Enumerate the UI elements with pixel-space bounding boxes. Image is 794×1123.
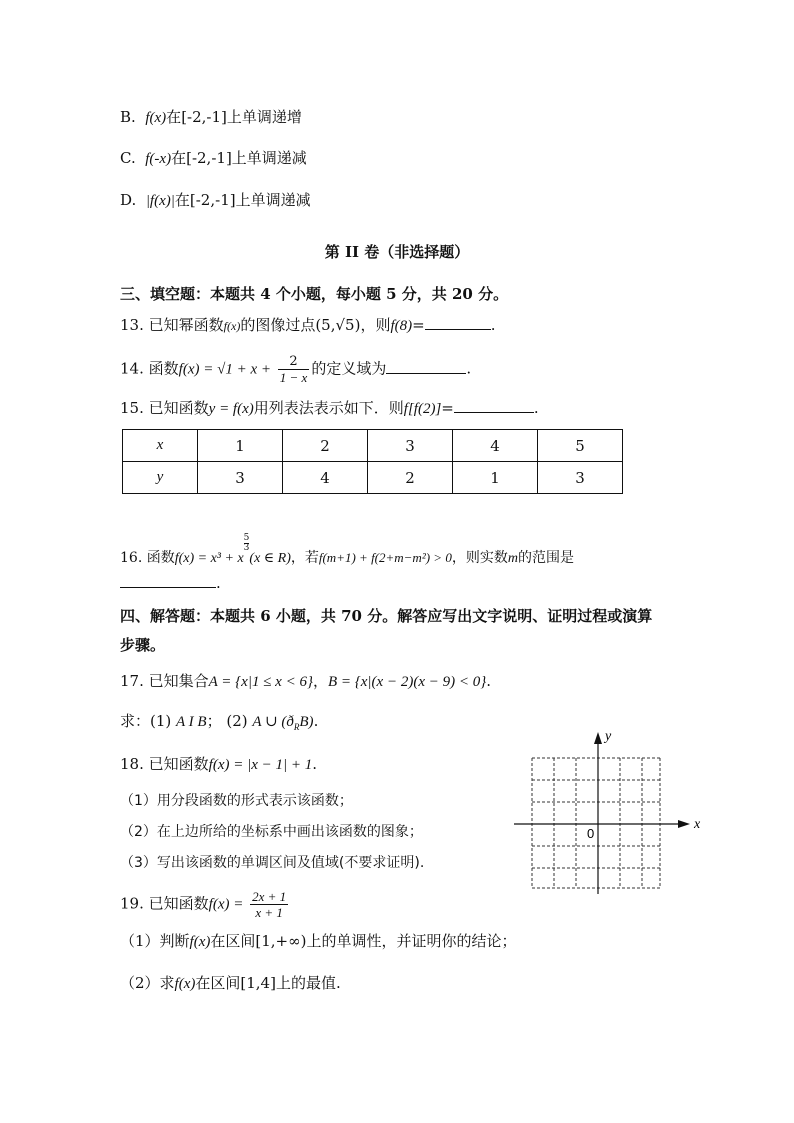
q18-part2: （2）在上边所给的坐标系中画出该函数的图象； [120, 824, 423, 840]
grid-lines [532, 758, 660, 888]
option-d: D. |f(x)|在[-2,-1]上单调递减 [120, 191, 311, 209]
q18-part3: （3）写出该函数的单调区间及值域(不要求证明). [120, 855, 425, 871]
question-16: 16. 函数f(x) = x³ + x $\frac{5}{3}$ (x ∈ R)，若f(m+1) + f(2+m−m²) > 0，则实数m的范围是 [120, 533, 574, 566]
coordinate-grid [510, 728, 710, 898]
q18-part1: （1）用分段函数的形式表示该函数； [120, 793, 353, 809]
origin-label: 0 [587, 826, 595, 841]
question-15: 15. 已知函数y = f(x)用列表法表示如下．则f[f(2)]= . [120, 399, 539, 417]
question-13: 13. 已知幂函数f(x)的图像过点(5,√5)，则f(8)= . [120, 316, 496, 334]
x-axis-label: x [694, 817, 701, 832]
answer-blank[interactable] [120, 573, 216, 588]
value-table [122, 429, 623, 494]
part2-title: 第 II 卷（非选择题） [324, 243, 470, 261]
answer-blank[interactable] [454, 398, 534, 413]
y-axis-label: y [605, 729, 612, 744]
option-c: C. f(-x)在[-2,-1]上单调递减 [120, 149, 307, 167]
fraction: $\frac{2x + 1}{x + 1}$ [252, 889, 287, 920]
answer-blank[interactable] [386, 359, 466, 374]
section4-heading-cont: 步骤。 [120, 636, 166, 654]
question-14: 14. 函数f(x) = √1 + x + $\frac{2}{1 - x}$ 的定义域为 . [120, 354, 472, 385]
table-row: y 3 4 2 1 3 [123, 462, 623, 494]
y-axis-arrow-icon [594, 732, 602, 744]
question-17-ask: 求：(1) A I B； (2) A ∪ $(ð_RB)$. [120, 712, 319, 732]
q19-part1: （1）判断f(x)在区间[1,+∞)上的单调性，并证明你的结论； [120, 932, 517, 950]
q19-part2: （2）求f(x)在区间[1,4]上的最值. [120, 974, 341, 992]
question-19: 19. 已知函数f(x) = $\frac{2x + 1}{x + 1}$ [120, 889, 287, 920]
option-b: B. f(x)在[-2,-1]上单调递增 [120, 108, 302, 126]
answer-blank[interactable] [425, 315, 491, 330]
x-axis-arrow-icon [678, 820, 690, 828]
section4-heading: 四、解答题：本题共 6 小题，共 70 分。解答应写出文字说明、证明过程或演算 [120, 607, 653, 625]
table-row: x 1 2 3 4 5 [123, 430, 623, 462]
section3-heading: 三、填空题：本题共 4 个小题，每小题 5 分，共 20 分。 [120, 285, 509, 303]
q16-answer-line: . [120, 572, 221, 594]
exponent-fraction: $\frac{5}{3}$ [243, 533, 250, 553]
question-17: 17. 已知集合A = {x|1 ≤ x < 6}，B = {x|(x − 2)(x − 9) < 0}. [120, 672, 491, 690]
question-18: 18. 已知函数f(x) = |x − 1| + 1. [120, 755, 318, 773]
fraction: $\frac{2}{1 - x}$ [279, 354, 308, 385]
